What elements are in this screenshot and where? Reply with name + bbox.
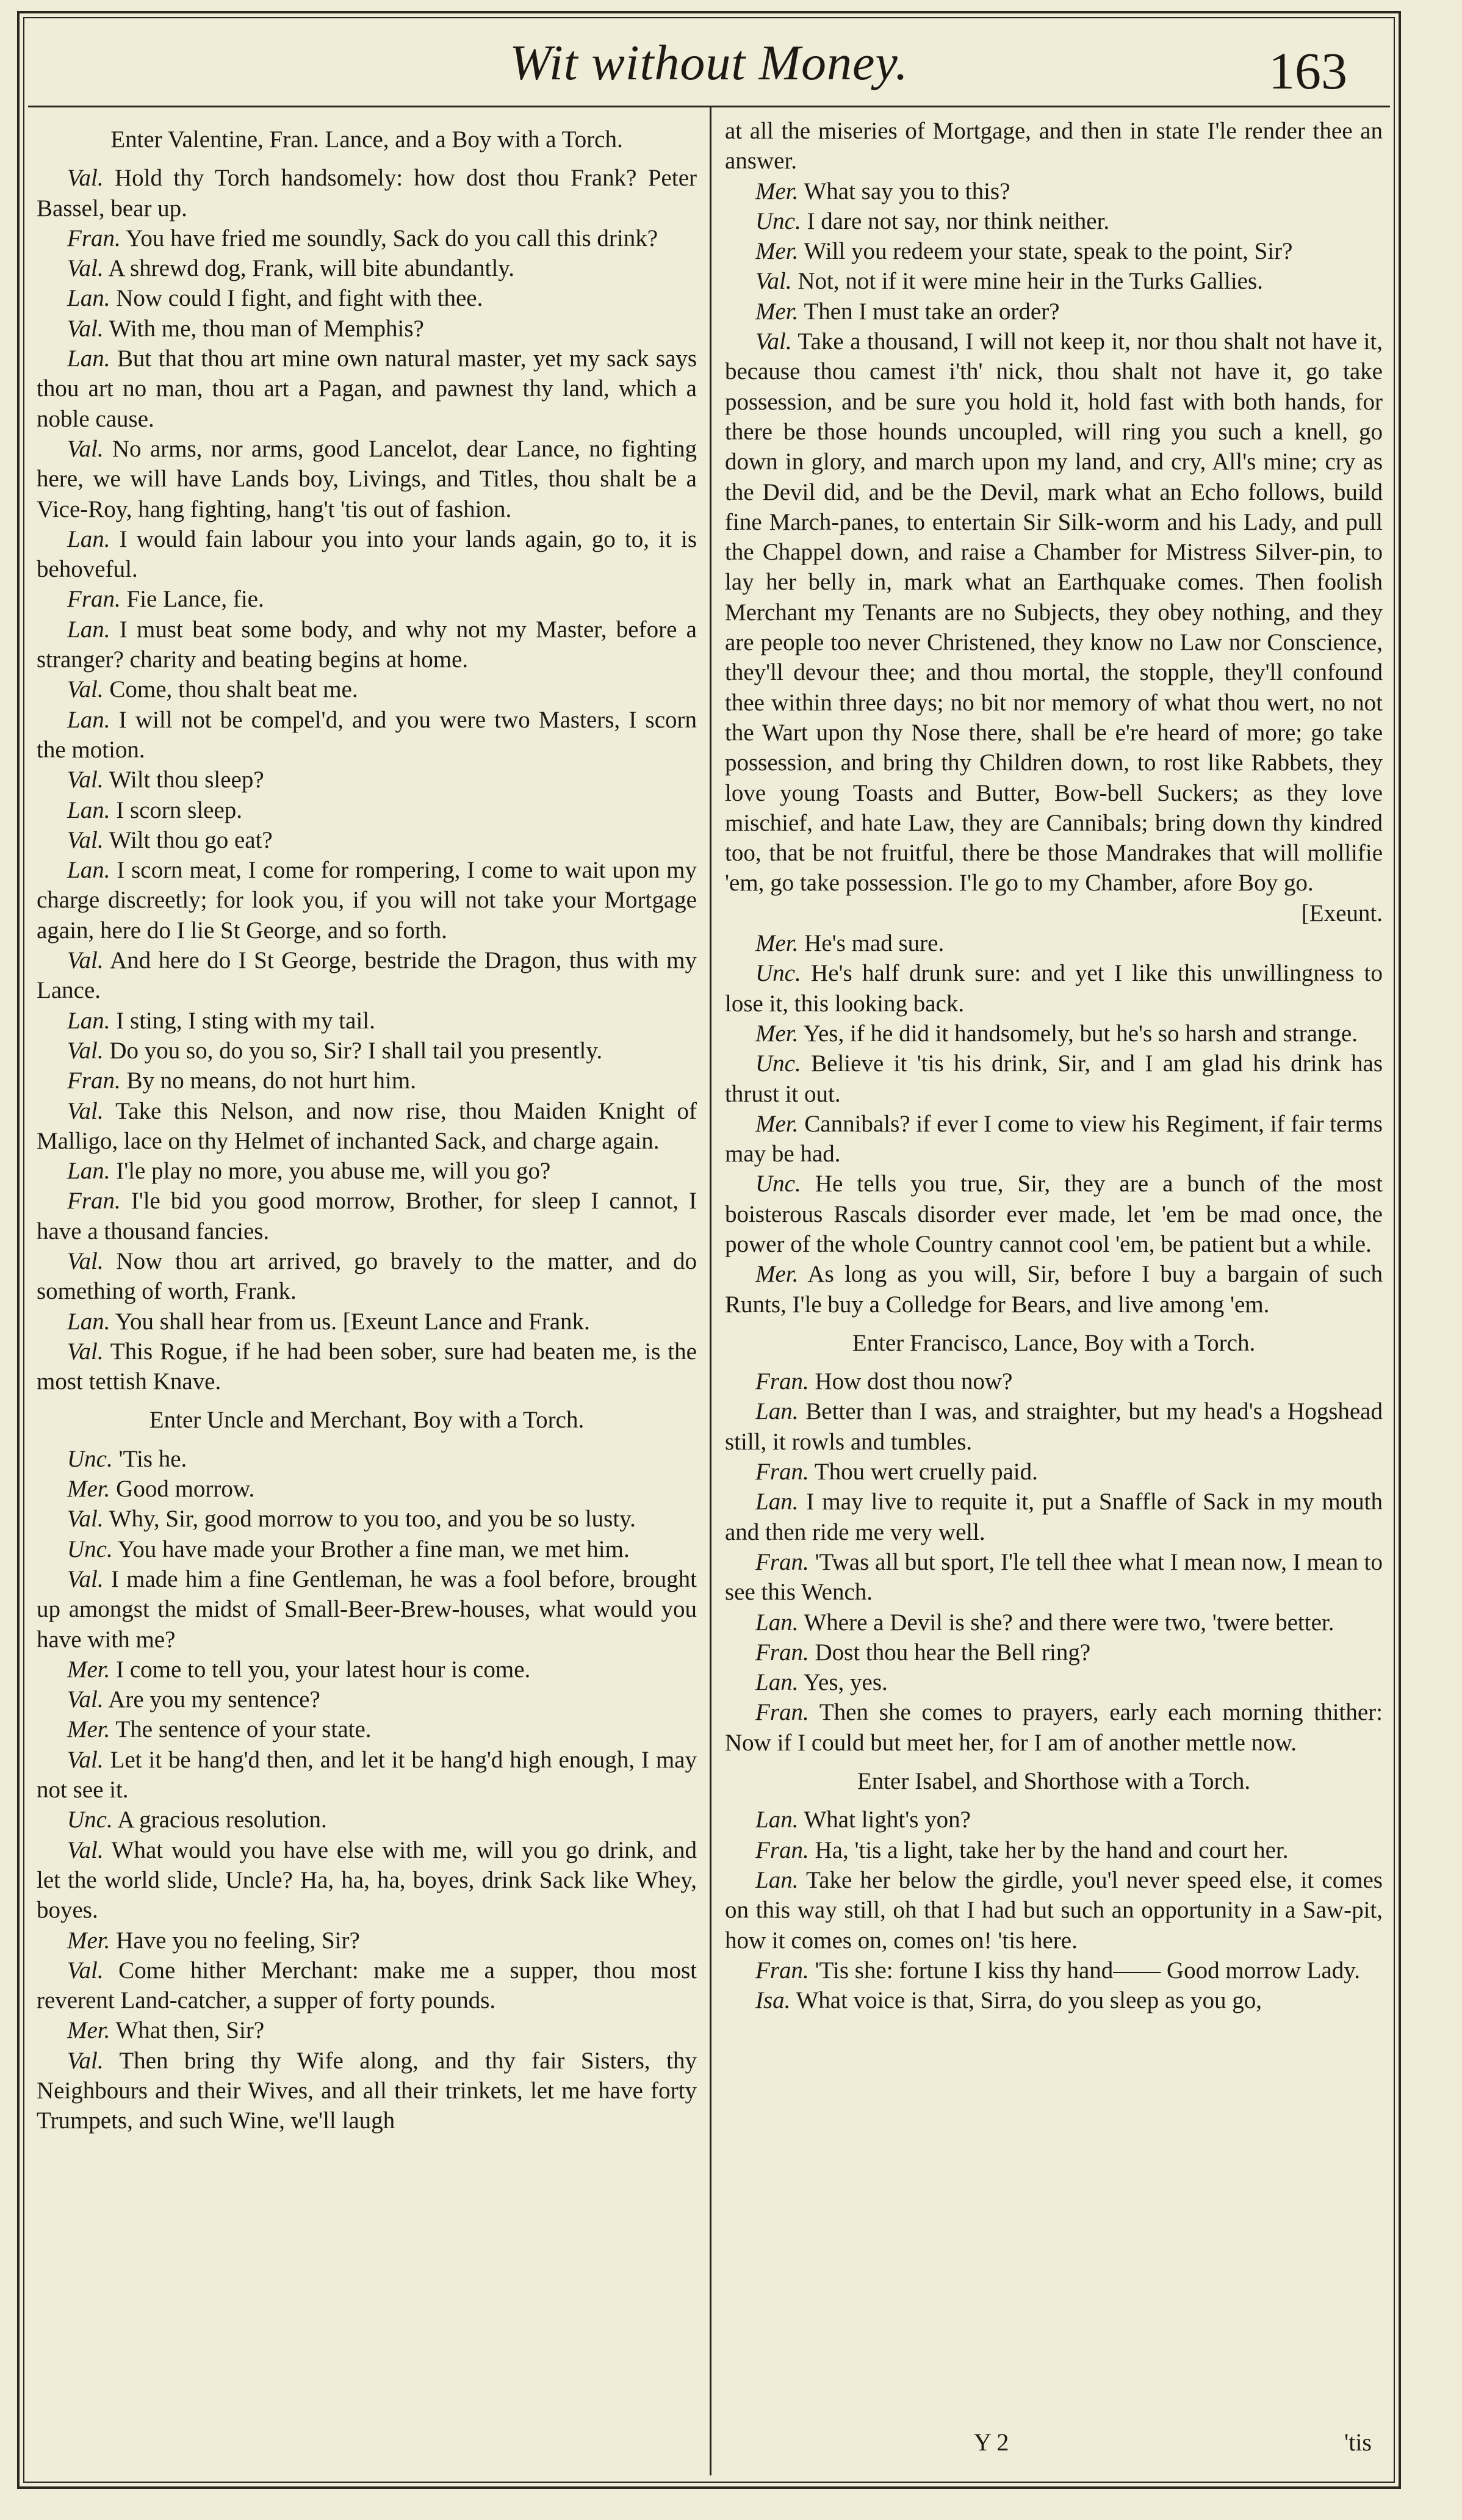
speaker-name: Mer.	[67, 1716, 110, 1743]
speech-continuation: at all the miseries of Mortgage, and then in state I'le render thee an answer.	[725, 118, 1383, 175]
speech-line	[37, 1835, 697, 1926]
speech-text: Wilt thou sleep?	[103, 767, 264, 793]
speaker-name: Val.	[67, 1338, 104, 1365]
speech-text: Believe it 'tis his drink, Sir, and I am glad his drink has thrust it out.	[725, 1050, 1383, 1107]
speaker-name: Unc.	[67, 1445, 113, 1472]
speech-text: You have made your Brother a fine man, we met him.	[112, 1536, 630, 1562]
speech-line	[37, 1307, 697, 1337]
speaker-name: Mer.	[755, 1020, 799, 1047]
speech-text: Take this Nelson, and now rise, thou Maiden Knight of Malligo, lace on thy Helmet of inchanted Sack, and charge again.	[37, 1097, 697, 1154]
speech-text: I sting, I sting with my tail.	[110, 1007, 375, 1034]
speech-text: 'Twas all but sport, I'le tell thee what I mean now, I mean to see this Wench.	[725, 1548, 1383, 1606]
speech-text: I will not be compel'd, and you were two Masters, I scorn the motion.	[37, 706, 697, 763]
speech-line	[725, 1667, 1383, 1697]
speaker-name: Unc.	[755, 960, 801, 987]
signature-mark: Y 2	[974, 2428, 1009, 2456]
speaker-name: Lan.	[755, 1669, 799, 1696]
speech-text: Take a thousand, I will not keep it, nor thou shalt not have it, because thou camest i'th' nick, thou shalt not have it, go take possession, and be sure you hold it, hold fast with both hands, for there be those hounds uncoupled, will ring you such a knell, go down in glory, and march upon my land, and cry, All's mine; cry as the Devil did, and be the Devil, mark what an Echo follows, build fine March-panes, to entertain Sir Silk-worm and his Lady, and pull the Chappel down, and raise a Chamber for Mistress Silver-pin, to lay her belly in, mark what an Earthquake comes. Then foolish Merchant my Tenants are no Subjects, they obey nothing, and they are people too never Christened, they know no Law nor Conscience, they'll devour thee; and thou mortal, the stopple, they'll confound thee within three days; no bit nor memory of what thou wert, no not the Wart upon thy Nose there, shall be e're heard of more; go take possession, and bring thy Children down, to rost like Rabbets, they love young Toasts and Butter, Bow-bell Suckers; as they love mischief, and hate Law, they are Cannibals; bring down thy kindred too, that be not fruitful, there be those Mandrakes that will mollifie 'em, go take possession. I'le go to my Chamber, afore Boy go.	[725, 328, 1383, 897]
speaker-name: Mer.	[755, 298, 799, 325]
speech-line	[37, 1474, 697, 1504]
speaker-name: Val.	[67, 1565, 104, 1592]
speaker-name: Fran.	[67, 1188, 121, 1215]
speech-text: As long as you will, Sir, before I buy a bargain of such Runts, I'le buy a Colledge for Bears, and live among 'em.	[725, 1261, 1383, 1318]
speaker-name: Lan.	[67, 345, 110, 372]
speaker-name: Mer.	[67, 2017, 110, 2044]
speech-line	[37, 434, 697, 524]
page-footer	[28, 2428, 1390, 2464]
speech-line	[725, 928, 1383, 958]
speech-text: 'Tis she: fortune I kiss thy hand—— Good morrow Lady.	[808, 1957, 1360, 1984]
speech-text: Yes, yes.	[798, 1669, 888, 1696]
speech-line	[725, 1985, 1383, 2015]
speaker-name: Fran.	[755, 1368, 809, 1395]
speech-line	[725, 327, 1383, 898]
speech-line	[725, 176, 1383, 206]
speech-text: Then I must take an order?	[798, 298, 1060, 325]
speech-text: I'le play no more, you abuse me, will you go?	[110, 1158, 551, 1185]
exit-direction: [Exeunt.	[1301, 900, 1383, 926]
speech-line	[725, 1835, 1383, 1865]
speech-text: What then, Sir?	[110, 2017, 265, 2044]
speaker-name: Val.	[67, 676, 104, 703]
speech-line	[725, 1049, 1383, 1109]
speaker-name: Mer.	[755, 1261, 799, 1288]
speech-text: But that thou art mine own natural master, yet my sack says thou art no man, thou art a Pagan, and pawnest thy land, which a noble cause.	[37, 345, 697, 432]
speaker-name: Unc.	[67, 1807, 113, 1833]
speech-text: Why, Sir, good morrow to you too, and you be so lusty.	[103, 1506, 636, 1533]
speaker-name: Lan.	[67, 857, 110, 884]
speech-text: I come to tell you, your latest hour is come.	[110, 1656, 531, 1683]
speech-text: I dare not say, nor think neither.	[801, 208, 1110, 234]
speaker-name: Val.	[67, 1097, 104, 1124]
speech-line	[725, 1955, 1383, 1985]
speech-line	[37, 344, 697, 434]
speech-line	[37, 1036, 697, 1066]
speaker-name: Unc.	[755, 1171, 801, 1197]
speech-text: How dost thou now?	[808, 1368, 1013, 1395]
speech-text: Now thou art arrived, go bravely to the matter, and do something of worth, Frank.	[37, 1247, 697, 1305]
speaker-name: Val.	[67, 2047, 104, 2074]
speech-text: What light's yon?	[798, 1807, 971, 1833]
speech-text: I must beat some body, and why not my Master, before a stranger? charity and beating begins at home.	[37, 616, 697, 673]
speaker-name: Fran.	[755, 1699, 809, 1726]
speech-line	[37, 1564, 697, 1655]
speech-text: With me, thou man of Memphis?	[103, 315, 424, 342]
speech-line	[37, 524, 697, 585]
speech-line	[725, 1697, 1383, 1758]
speech-text: This Rogue, if he had been sober, sure had beaten me, is the most tettish Knave.	[37, 1338, 697, 1395]
speaker-name: Isa.	[755, 1987, 791, 2014]
speaker-name: Val.	[67, 255, 104, 282]
speaker-name: Val.	[67, 165, 104, 192]
speech-text: Hold thy Torch handsomely: how dost thou Frank? Peter Bassel, bear up.	[37, 165, 697, 222]
speech-line	[725, 1637, 1383, 1667]
speaker-name: Fran.	[755, 1957, 809, 1984]
right-column	[725, 116, 1383, 2015]
speaker-name: Unc.	[755, 1050, 801, 1077]
speaker-name: Val.	[67, 767, 104, 793]
speech-line	[37, 2046, 697, 2136]
speech-line	[725, 1367, 1383, 1396]
speech-line	[37, 1444, 697, 1474]
speech-line	[725, 958, 1383, 1019]
speech-line	[37, 1714, 697, 1744]
speech-line	[37, 795, 697, 825]
speech-text: Better than I was, and straighter, but my head's a Hogshead still, it rowls and tumbles.	[725, 1398, 1383, 1455]
speech-line	[725, 1396, 1383, 1457]
speech-text: What would you have else with me, will you go drink, and let the world slide, Uncle? Ha, ha, ha, boyes, drink Sack like Whey, boyes.	[37, 1836, 697, 1924]
speech-text: Are you my sentence?	[103, 1686, 320, 1713]
speech-line	[37, 1684, 697, 1714]
speech-text: Let it be hang'd then, and let it be hang'd high enough, I may not see it.	[37, 1746, 697, 1803]
speech-text: Cannibals? if ever I come to view his Regiment, if fair terms may be had.	[725, 1110, 1383, 1168]
speech-text: I would fain labour you into your lands again, go to, it is behoveful.	[37, 525, 697, 583]
speech-line	[37, 584, 697, 614]
speech-text: And here do I St George, bestride the Dragon, thus with my Lance.	[37, 947, 697, 1004]
speaker-name: Lan.	[67, 285, 110, 312]
left-column	[37, 116, 697, 2136]
speaker-name: Mer.	[67, 1476, 110, 1503]
catchword: 'tis	[1344, 2428, 1372, 2456]
speech-line	[37, 1655, 697, 1684]
speech-text: I made him a fine Gentleman, he was a fool before, brought up amongst the midst of Small-Beer-Brew-houses, what would you have with me?	[37, 1565, 697, 1653]
speech-line	[725, 1865, 1383, 1955]
speech-line	[37, 615, 697, 675]
speaker-name: Lan.	[67, 1158, 110, 1185]
stage-direction: Enter Francisco, Lance, Boy with a Torch.	[852, 1329, 1256, 1356]
column-divider	[710, 107, 711, 2475]
speech-text: Thou wert cruelly paid.	[808, 1459, 1038, 1486]
speech-line	[37, 674, 697, 704]
speech-text: The sentence of your state.	[110, 1716, 372, 1743]
speech-line	[725, 297, 1383, 327]
speech-text: What say you to this?	[798, 178, 1010, 204]
speech-line	[37, 1955, 697, 2016]
speech-text: A gracious resolution.	[112, 1807, 327, 1833]
speech-line	[37, 825, 697, 855]
speaker-name: Val.	[755, 268, 792, 295]
speech-line	[725, 206, 1383, 236]
speech-line	[37, 1096, 697, 1157]
speech-line	[37, 1006, 697, 1036]
speech-text: Not, not if it were mine heir in the Turks Gallies.	[791, 268, 1263, 295]
book-page	[17, 11, 1402, 2495]
speech-text: He's half drunk sure: and yet I like this unwillingness to lose it, this looking back.	[725, 960, 1383, 1017]
speaker-name: Fran.	[755, 1548, 809, 1575]
speech-line	[725, 1019, 1383, 1049]
speech-text: Now could I fight, and fight with thee.	[110, 285, 483, 312]
speech-text: He's mad sure.	[798, 930, 945, 957]
speaker-name: Val.	[67, 435, 104, 462]
speech-line	[37, 1337, 697, 1397]
speech-text: Good morrow.	[110, 1476, 255, 1503]
speech-line	[725, 1805, 1383, 1835]
speech-line	[725, 1169, 1383, 1259]
speech-line	[37, 1805, 697, 1835]
speaker-name: Lan.	[755, 1609, 799, 1636]
speech-text: 'Tis he.	[112, 1445, 187, 1472]
speech-text: Ha, 'tis a light, take her by the hand and court her.	[808, 1836, 1289, 1863]
speech-text: Come, thou shalt beat me.	[103, 676, 358, 703]
page-number: 163	[1269, 42, 1347, 100]
speech-text: A shrewd dog, Frank, will bite abundantly.	[103, 255, 514, 282]
speech-line	[37, 1066, 697, 1096]
speaker-name: Val.	[67, 1746, 104, 1773]
speech-text: I scorn sleep.	[110, 796, 243, 823]
speech-line	[37, 855, 697, 945]
speaker-name: Fran.	[755, 1639, 809, 1666]
speech-line	[37, 945, 697, 1006]
speech-line	[725, 1547, 1383, 1608]
speech-line	[37, 283, 697, 313]
speaker-name: Val.	[67, 1247, 104, 1274]
speech-line	[725, 266, 1383, 296]
header-rule	[28, 106, 1390, 107]
stage-direction: Enter Uncle and Merchant, Boy with a Torch.	[149, 1407, 585, 1434]
speech-text: Come hither Merchant: make me a supper, thou most reverent Land-catcher, a supper of forty pounds.	[37, 1957, 697, 2014]
speech-text: What voice is that, Sirra, do you sleep as you go,	[790, 1987, 1262, 2014]
speech-text: Have you no feeling, Sir?	[110, 1927, 360, 1954]
speaker-name: Fran.	[67, 586, 121, 613]
speech-line	[37, 1186, 697, 1246]
speaker-name: Mer.	[755, 1110, 799, 1137]
speaker-name: Fran.	[67, 225, 121, 251]
speech-line	[725, 1109, 1383, 1169]
speaker-name: Lan.	[755, 1807, 799, 1833]
speech-text: Will you redeem your state, speak to the point, Sir?	[798, 238, 1293, 265]
speaker-name: Val.	[67, 1836, 104, 1863]
speaker-name: Fran.	[755, 1836, 809, 1863]
speech-text: Then bring thy Wife along, and thy fair Sisters, thy Neighbours and their Wives, and all their trinkets, let me have forty Trumpets, and such Wine, we'll laugh	[37, 2047, 697, 2134]
speech-text: Fie Lance, fie.	[120, 586, 264, 613]
speaker-name: Val.	[67, 1506, 104, 1533]
speaker-name: Mer.	[755, 930, 799, 957]
speaker-name: Lan.	[67, 616, 110, 643]
speech-text: Then she comes to prayers, early each morning thither: Now if I could but meet her, for I am of another mettle now.	[725, 1699, 1383, 1756]
stage-direction: Enter Valentine, Fran. Lance, and a Boy with a Torch.	[110, 126, 623, 153]
speech-line	[725, 236, 1383, 266]
speech-line	[37, 1156, 697, 1186]
speech-text: Do you so, do you so, Sir? I shall tail you presently.	[103, 1037, 603, 1064]
speech-text: He tells you true, Sir, they are a bunch of the most boisterous Rascals disorder ever made, let 'em be mad once, the power of the whole Country cannot cool 'em, be patient but a while.	[725, 1171, 1383, 1257]
speaker-name: Val.	[67, 1037, 104, 1064]
speaker-name: Fran.	[755, 1459, 809, 1486]
speaker-name: Lan.	[755, 1398, 799, 1425]
speech-line	[725, 1608, 1383, 1637]
running-title: Wit without Money.	[510, 35, 909, 90]
speech-text: You shall hear from us. [Exeunt Lance and Frank.	[110, 1308, 590, 1335]
speaker-name: Lan.	[67, 706, 110, 733]
speaker-name: Val.	[755, 328, 792, 355]
speech-line	[37, 163, 697, 223]
speaker-name: Unc.	[67, 1536, 113, 1562]
speaker-name: Fran.	[67, 1067, 121, 1094]
speech-text: Where a Devil is she? and there were two, 'twere better.	[798, 1609, 1334, 1636]
speech-text: By no means, do not hurt him.	[120, 1067, 416, 1094]
speech-line	[37, 1534, 697, 1564]
speaker-name: Lan.	[67, 1308, 110, 1335]
speech-text: I scorn meat, I come for rompering, I come to wait upon my charge discreetly; for look you, if you will not take your Mortgage again, here do I lie St George, and so forth.	[37, 857, 697, 944]
speech-line	[37, 314, 697, 344]
speech-line	[37, 1504, 697, 1534]
speaker-name: Val.	[67, 947, 104, 974]
speech-text: Yes, if he did it handsomely, but he's so harsh and strange.	[798, 1020, 1358, 1047]
speech-line	[725, 1259, 1383, 1320]
speech-line	[725, 1457, 1383, 1487]
speech-line	[37, 1246, 697, 1307]
stage-direction: Enter Isabel, and Shorthose with a Torch.	[857, 1768, 1251, 1795]
speaker-name: Lan.	[67, 1007, 110, 1034]
speaker-name: Mer.	[755, 178, 799, 204]
speech-line	[37, 253, 697, 283]
speaker-name: Val.	[67, 1686, 104, 1713]
speech-line	[725, 1487, 1383, 1547]
speaker-name: Unc.	[755, 208, 801, 234]
page-header	[28, 17, 1390, 112]
speaker-name: Mer.	[755, 238, 799, 265]
speaker-name: Val.	[67, 826, 104, 853]
speaker-name: Mer.	[67, 1656, 110, 1683]
speech-text: Take her below the girdle, you'l never speed else, it comes on this way still, oh that I had but such an opportunity in a Saw-pit, how it comes on, comes on! 'tis here.	[725, 1866, 1383, 1954]
speech-text: I'le bid you good morrow, Brother, for sleep I cannot, I have a thousand fancies.	[37, 1188, 697, 1244]
speech-line	[37, 1926, 697, 1955]
speech-line	[37, 765, 697, 795]
speaker-name: Lan.	[755, 1489, 799, 1515]
speech-text: You have fried me soundly, Sack do you call this drink?	[120, 225, 658, 251]
speaker-name: Val.	[67, 315, 104, 342]
speech-text: Wilt thou go eat?	[103, 826, 273, 853]
speech-line	[37, 223, 697, 253]
speech-line	[37, 1745, 697, 1805]
speaker-name: Lan.	[67, 525, 110, 552]
speech-line	[37, 2015, 697, 2045]
speaker-name: Mer.	[67, 1927, 110, 1954]
speech-text: No arms, nor arms, good Lancelot, dear Lance, no fighting here, we will have Lands boy, Livings, and Titles, thou shalt be a Vice-Roy, hang fighting, hang't 'tis out of fashion.	[37, 435, 697, 522]
speech-line	[37, 705, 697, 765]
speech-text: Dost thou hear the Bell ring?	[808, 1639, 1091, 1666]
speaker-name: Val.	[67, 1957, 104, 1984]
speaker-name: Lan.	[67, 796, 110, 823]
speaker-name: Lan.	[755, 1866, 799, 1893]
speech-text: I may live to requite it, put a Snaffle of Sack in my mouth and then ride me very well.	[725, 1489, 1383, 1545]
